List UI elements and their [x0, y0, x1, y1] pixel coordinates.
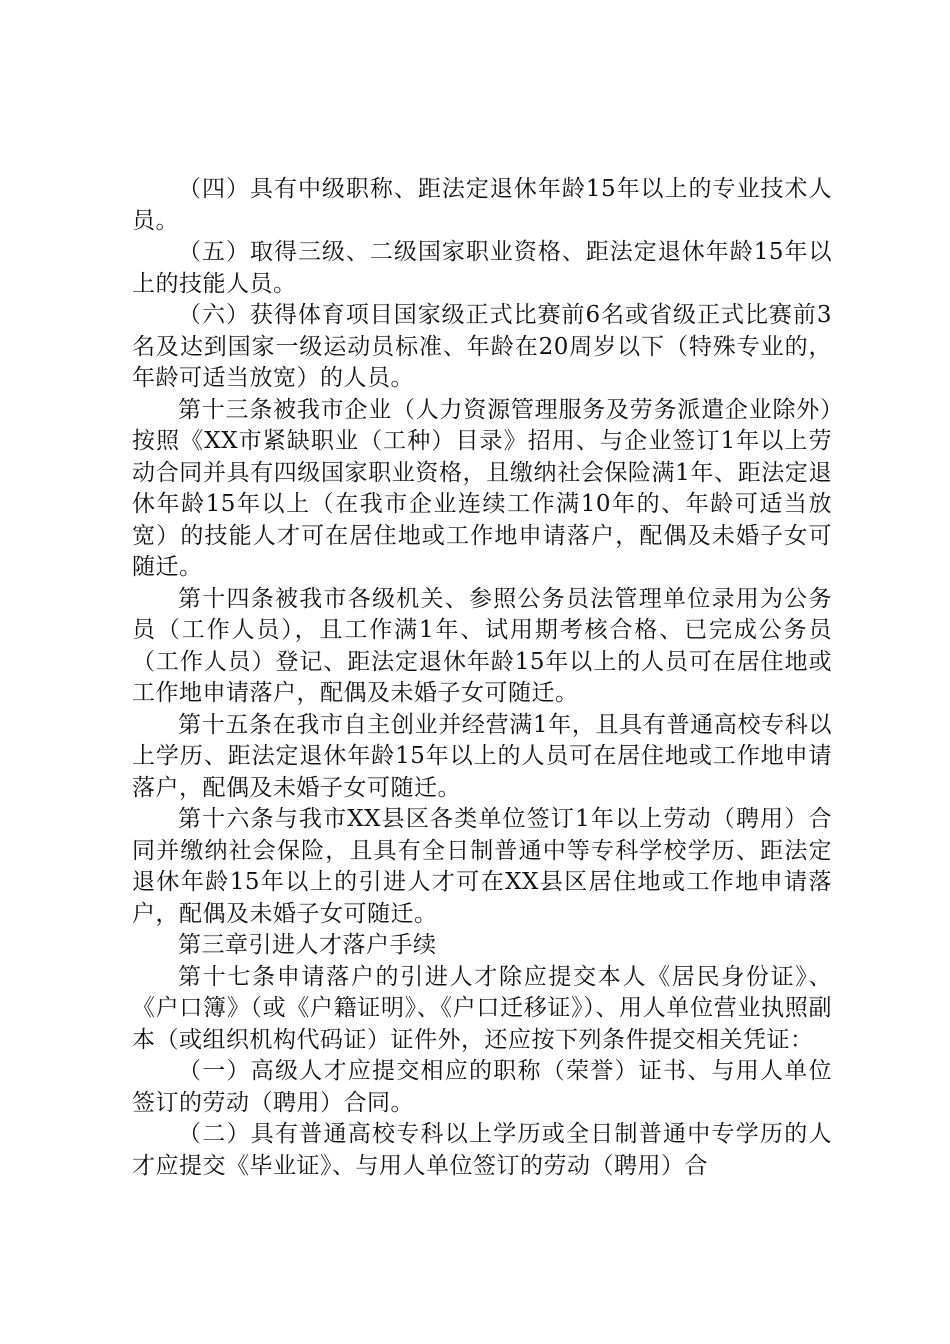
paragraph-clause-6: （六）获得体育项目国家级正式比赛前6名或省级正式比赛前3名及达到国家一级运动员标准、年龄在20周岁以下（特殊专业的，年龄可适当放宽）的人员。: [132, 302, 832, 391]
paragraph-clause-4: （四）具有中级职称、距法定退休年龄15年以上的专业技术人员。: [132, 176, 832, 234]
paragraph-item-2: （二）具有普通高校专科以上学历或全日制普通中专学历的人才应提交《毕业证》、与用人单位签订的劳动（聘用）合: [132, 1121, 832, 1179]
paragraph-article-15: 第十五条在我市自主创业并经营满1年，且具有普通高校专科以上学历、距法定退休年龄15年以上的人员可在居住地或工作地申请落户，配偶及未婚子女可随迁。: [132, 711, 832, 801]
paragraph-article-16: 第十六条与我市XX县区各类单位签订1年以上劳动（聘用）合同并缴纳社会保险，且具有全日制普通中等专科学校学历、距法定退休年龄15年以上的引进人才可在XX县区居住地或工作地申请落户，配偶及未婚子女可随迁。: [132, 806, 832, 927]
paragraph-clause-5: （五）取得三级、二级国家职业资格、距法定退休年龄15年以上的技能人员。: [132, 239, 832, 297]
chapter-heading: 第三章引进人才落户手续: [178, 932, 437, 958]
document-body: [132, 174, 832, 1182]
paragraph-item-1: （一）高级人才应提交相应的职称（荣誉）证书、与用人单位签订的劳动（聘用）合同。: [132, 1058, 832, 1116]
paragraph-article-17: 第十七条申请落户的引进人才除应提交本人《居民身份证》、《户口簿》（或《户籍证明》、《户口迁移证》）、用人单位营业执照副本（或组织机构代码证）证件外，还应按下列条件提交相关凭证：: [132, 963, 832, 1053]
paragraph-article-13: 第十三条被我市企业（人力资源管理服务及劳务派遣企业除外）按照《XX市紧缺职业（工种）目录》招用、与企业签订1年以上劳动合同并具有四级国家职业资格，且缴纳社会保险满1年、距法定退休年龄15年以上（在我市企业连续工作满10年的、年龄可适当放宽）的技能人才可在居住地或工作地申请落户，配偶及未婚子女可随迁。: [132, 396, 832, 580]
paragraph-article-14: 第十四条被我市各级机关、参照公务员法管理单位录用为公务员（工作人员），且工作满1年、试用期考核合格、已完成公务员（工作人员）登记、距法定退休年龄15年以上的人员可在居住地或工作地申请落户，配偶及未婚子女可随迁。: [132, 585, 832, 706]
